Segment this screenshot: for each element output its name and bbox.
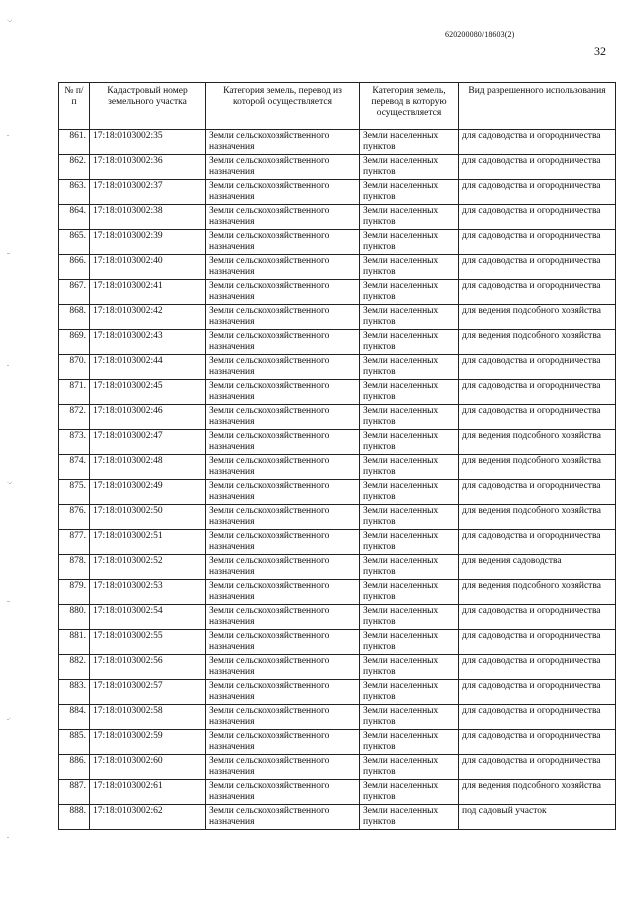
from-category: Земли сельскохозяйственного назначения [206, 605, 360, 630]
table-row [59, 655, 616, 680]
to-category: Земли населенных пунктов [360, 305, 459, 330]
permitted-use: для садоводства и огородничества [459, 705, 616, 730]
cadastral-number: 17:18:0103002:35 [90, 130, 206, 155]
header-to-category: Категория земель, перевод в которую осуществляется [360, 83, 459, 130]
permitted-use: для ведения садоводства [459, 555, 616, 580]
from-category: Земли сельскохозяйственного назначения [206, 555, 360, 580]
to-category: Земли населенных пунктов [360, 430, 459, 455]
to-category: Земли населенных пунктов [360, 655, 459, 680]
header-cadastral: Кадастровый номер земельного участка [90, 83, 206, 130]
permitted-use: для садоводства и огородничества [459, 680, 616, 705]
table-row [59, 130, 616, 155]
row-number: 878. [59, 555, 90, 580]
permitted-use: для садоводства и огородничества [459, 155, 616, 180]
cadastral-number: 17:18:0103002:50 [90, 505, 206, 530]
from-category: Земли сельскохозяйственного назначения [206, 405, 360, 430]
row-number: 881. [59, 630, 90, 655]
permitted-use: под садовый участок [459, 805, 616, 830]
table-row [59, 280, 616, 305]
cadastral-number: 17:18:0103002:49 [90, 480, 206, 505]
from-category: Земли сельскохозяйственного назначения [206, 730, 360, 755]
permitted-use: для ведения подсобного хозяйства [459, 505, 616, 530]
to-category: Земли населенных пунктов [360, 780, 459, 805]
row-number: 884. [59, 705, 90, 730]
permitted-use: для садоводства и огородничества [459, 180, 616, 205]
cadastral-number: 17:18:0103002:37 [90, 180, 206, 205]
to-category: Земли населенных пунктов [360, 155, 459, 180]
header-num: № п/п [59, 83, 90, 130]
from-category: Земли сельскохозяйственного назначения [206, 455, 360, 480]
permitted-use: для садоводства и огородничества [459, 405, 616, 430]
table-row [59, 705, 616, 730]
table-header-row [59, 83, 616, 130]
cadastral-number: 17:18:0103002:62 [90, 805, 206, 830]
to-category: Земли населенных пунктов [360, 680, 459, 705]
cadastral-number: 17:18:0103002:52 [90, 555, 206, 580]
margin-mark: .. [7, 362, 9, 368]
header-from-category: Категория земель, перевод из которой осуществляется [206, 83, 360, 130]
document-reference: 620200080/18603(2) [445, 30, 515, 39]
permitted-use: для садоводства и огородничества [459, 730, 616, 755]
table-row [59, 430, 616, 455]
cadastral-number: 17:18:0103002:40 [90, 255, 206, 280]
to-category: Земли населенных пунктов [360, 130, 459, 155]
to-category: Земли населенных пунктов [360, 405, 459, 430]
cadastral-number: 17:18:0103002:47 [90, 430, 206, 455]
to-category: Земли населенных пунктов [360, 630, 459, 655]
cadastral-number: 17:18:0103002:59 [90, 730, 206, 755]
table-row [59, 305, 616, 330]
to-category: Земли населенных пунктов [360, 530, 459, 555]
to-category: Земли населенных пунктов [360, 230, 459, 255]
table-row [59, 230, 616, 255]
to-category: Земли населенных пунктов [360, 180, 459, 205]
permitted-use: для садоводства и огородничества [459, 380, 616, 405]
cadastral-number: 17:18:0103002:60 [90, 755, 206, 780]
to-category: Земли населенных пунктов [360, 455, 459, 480]
land-register-table [58, 82, 616, 830]
table-row [59, 630, 616, 655]
table-row [59, 205, 616, 230]
from-category: Земли сельскохозяйственного назначения [206, 305, 360, 330]
to-category: Земли населенных пунктов [360, 705, 459, 730]
permitted-use: для садоводства и огородничества [459, 280, 616, 305]
table-row [59, 355, 616, 380]
from-category: Земли сельскохозяйственного назначения [206, 705, 360, 730]
to-category: Земли населенных пунктов [360, 355, 459, 380]
row-number: 869. [59, 330, 90, 355]
cadastral-number: 17:18:0103002:41 [90, 280, 206, 305]
from-category: Земли сельскохозяйственного назначения [206, 430, 360, 455]
cadastral-number: 17:18:0103002:43 [90, 330, 206, 355]
to-category: Земли населенных пунктов [360, 480, 459, 505]
row-number: 865. [59, 230, 90, 255]
from-category: Земли сельскохозяйственного назначения [206, 680, 360, 705]
to-category: Земли населенных пунктов [360, 380, 459, 405]
cadastral-number: 17:18:0103002:38 [90, 205, 206, 230]
cadastral-number: 17:18:0103002:57 [90, 680, 206, 705]
from-category: Земли сельскохозяйственного назначения [206, 255, 360, 280]
to-category: Земли населенных пунктов [360, 205, 459, 230]
cadastral-number: 17:18:0103002:61 [90, 780, 206, 805]
table-row [59, 155, 616, 180]
row-number: 861. [59, 130, 90, 155]
row-number: 862. [59, 155, 90, 180]
row-number: 872. [59, 405, 90, 430]
from-category: Земли сельскохозяйственного назначения [206, 155, 360, 180]
permitted-use: для ведения подсобного хозяйства [459, 455, 616, 480]
row-number: 871. [59, 380, 90, 405]
cadastral-number: 17:18:0103002:56 [90, 655, 206, 680]
permitted-use: для садоводства и огородничества [459, 605, 616, 630]
permitted-use: для садоводства и огородничества [459, 630, 616, 655]
table-row [59, 680, 616, 705]
margin-mark: .. [7, 132, 9, 138]
header-permitted-use: Вид разрешенного использования [459, 83, 616, 130]
cadastral-number: 17:18:0103002:58 [90, 705, 206, 730]
cadastral-number: 17:18:0103002:48 [90, 455, 206, 480]
from-category: Земли сельскохозяйственного назначения [206, 755, 360, 780]
from-category: Земли сельскохозяйственного назначения [206, 580, 360, 605]
row-number: 882. [59, 655, 90, 680]
row-number: 888. [59, 805, 90, 830]
table-row [59, 530, 616, 555]
row-number: 877. [59, 530, 90, 555]
permitted-use: для садоводства и огородничества [459, 755, 616, 780]
from-category: Земли сельскохозяйственного назначения [206, 355, 360, 380]
row-number: 883. [59, 680, 90, 705]
to-category: Земли населенных пунктов [360, 605, 459, 630]
from-category: Земли сельскохозяйственного назначения [206, 330, 360, 355]
row-number: 885. [59, 730, 90, 755]
row-number: 886. [59, 755, 90, 780]
permitted-use: для садоводства и огородничества [459, 205, 616, 230]
to-category: Земли населенных пунктов [360, 580, 459, 605]
from-category: Земли сельскохозяйственного назначения [206, 530, 360, 555]
row-number: 863. [59, 180, 90, 205]
table-row [59, 580, 616, 605]
row-number: 876. [59, 505, 90, 530]
table-row [59, 555, 616, 580]
margin-mark: ... [7, 598, 10, 604]
table-row [59, 505, 616, 530]
permitted-use: для ведения подсобного хозяйства [459, 430, 616, 455]
permitted-use: для ведения подсобного хозяйства [459, 305, 616, 330]
to-category: Земли населенных пунктов [360, 280, 459, 305]
table-row [59, 605, 616, 630]
table-row [59, 755, 616, 780]
from-category: Земли сельскохозяйственного назначения [206, 480, 360, 505]
cadastral-number: 17:18:0103002:39 [90, 230, 206, 255]
from-category: Земли сельскохозяйственного назначения [206, 805, 360, 830]
cadastral-number: 17:18:0103002:51 [90, 530, 206, 555]
table-row [59, 330, 616, 355]
margin-mark: .. [7, 834, 9, 840]
margin-mark: ·..· [7, 480, 12, 486]
table-row [59, 380, 616, 405]
from-category: Земли сельскохозяйственного назначения [206, 505, 360, 530]
row-number: 875. [59, 480, 90, 505]
permitted-use: для садоводства и огородничества [459, 530, 616, 555]
margin-mark: ..· [7, 716, 11, 722]
from-category: Земли сельскохозяйственного назначения [206, 130, 360, 155]
margin-mark: ·..· [7, 18, 12, 24]
row-number: 867. [59, 280, 90, 305]
row-number: 870. [59, 355, 90, 380]
to-category: Земли населенных пунктов [360, 555, 459, 580]
from-category: Земли сельскохозяйственного назначения [206, 230, 360, 255]
row-number: 887. [59, 780, 90, 805]
permitted-use: для ведения подсобного хозяйства [459, 330, 616, 355]
permitted-use: для садоводства и огородничества [459, 480, 616, 505]
cadastral-number: 17:18:0103002:36 [90, 155, 206, 180]
table-row [59, 480, 616, 505]
to-category: Земли населенных пунктов [360, 330, 459, 355]
to-category: Земли населенных пунктов [360, 730, 459, 755]
from-category: Земли сельскохозяйственного назначения [206, 205, 360, 230]
to-category: Земли населенных пунктов [360, 505, 459, 530]
cadastral-number: 17:18:0103002:54 [90, 605, 206, 630]
row-number: 873. [59, 430, 90, 455]
from-category: Земли сельскохозяйственного назначения [206, 655, 360, 680]
table-body [59, 130, 616, 830]
table-row [59, 405, 616, 430]
row-number: 864. [59, 205, 90, 230]
from-category: Земли сельскохозяйственного назначения [206, 180, 360, 205]
cadastral-number: 17:18:0103002:45 [90, 380, 206, 405]
permitted-use: для садоводства и огородничества [459, 355, 616, 380]
row-number: 868. [59, 305, 90, 330]
row-number: 866. [59, 255, 90, 280]
row-number: 880. [59, 605, 90, 630]
table-row [59, 805, 616, 830]
from-category: Земли сельскохозяйственного назначения [206, 380, 360, 405]
cadastral-number: 17:18:0103002:42 [90, 305, 206, 330]
permitted-use: для садоводства и огородничества [459, 230, 616, 255]
cadastral-number: 17:18:0103002:53 [90, 580, 206, 605]
margin-mark: ... [7, 250, 10, 256]
from-category: Земли сельскохозяйственного назначения [206, 780, 360, 805]
cadastral-number: 17:18:0103002:55 [90, 630, 206, 655]
row-number: 879. [59, 580, 90, 605]
table-row [59, 730, 616, 755]
permitted-use: для садоводства и огородничества [459, 655, 616, 680]
cadastral-number: 17:18:0103002:44 [90, 355, 206, 380]
page-number: 32 [594, 44, 606, 58]
from-category: Земли сельскохозяйственного назначения [206, 630, 360, 655]
table-row [59, 180, 616, 205]
permitted-use: для садоводства и огородничества [459, 130, 616, 155]
to-category: Земли населенных пунктов [360, 805, 459, 830]
from-category: Земли сельскохозяйственного назначения [206, 280, 360, 305]
permitted-use: для ведения подсобного хозяйства [459, 780, 616, 805]
row-number: 874. [59, 455, 90, 480]
cadastral-number: 17:18:0103002:46 [90, 405, 206, 430]
permitted-use: для садоводства и огородничества [459, 255, 616, 280]
to-category: Земли населенных пунктов [360, 255, 459, 280]
permitted-use: для ведения подсобного хозяйства [459, 580, 616, 605]
table-row [59, 455, 616, 480]
table-row [59, 780, 616, 805]
table-row [59, 255, 616, 280]
to-category: Земли населенных пунктов [360, 755, 459, 780]
